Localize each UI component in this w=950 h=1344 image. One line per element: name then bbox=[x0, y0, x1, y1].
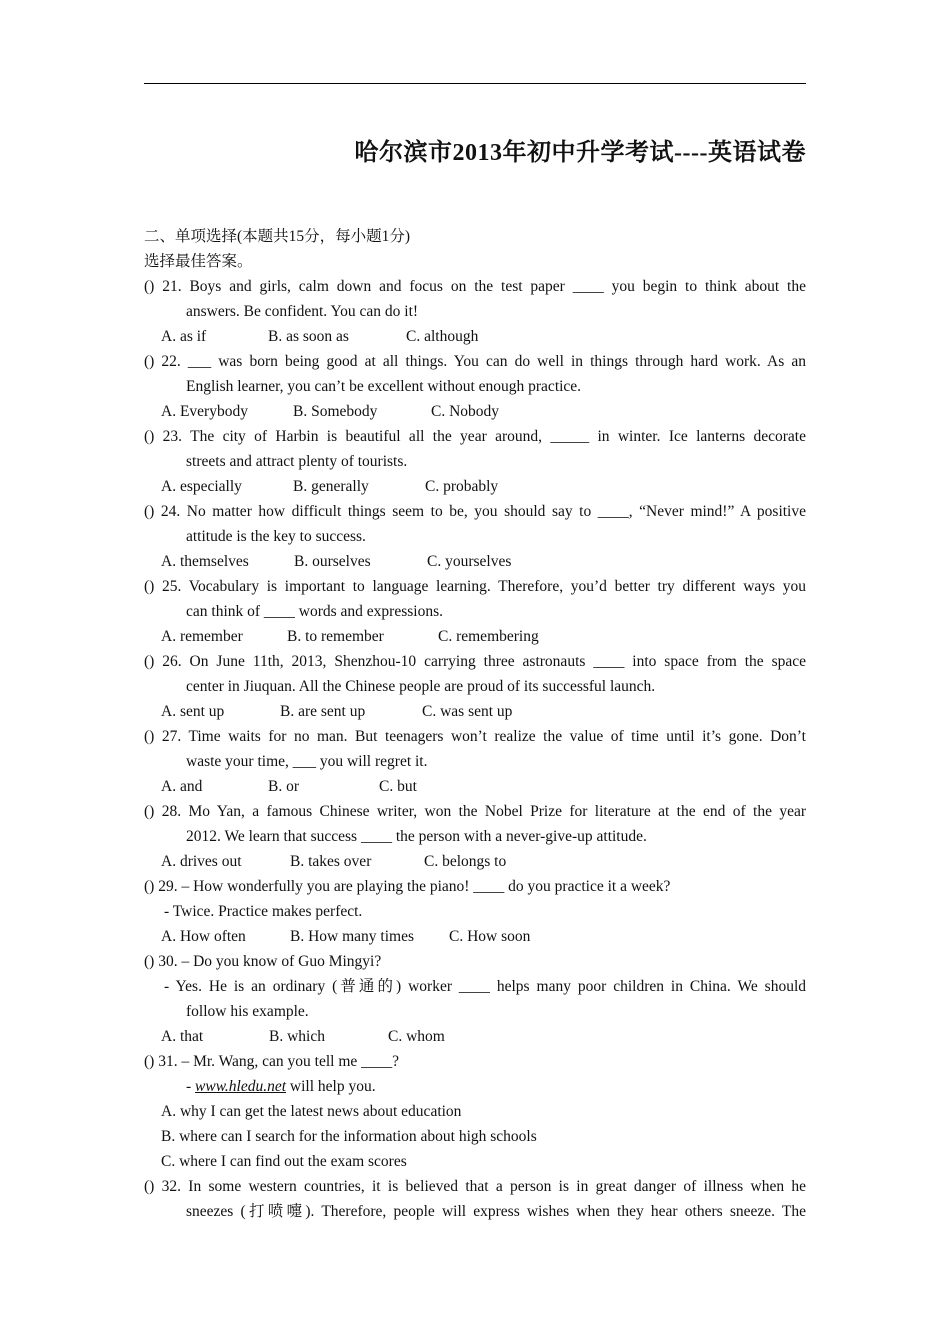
question-text-continued: center in Jiuquan. All the Chinese people are proud of its successful launch. bbox=[186, 678, 656, 695]
options-row bbox=[144, 474, 806, 499]
dialogue-reply bbox=[144, 1074, 806, 1099]
option-b[interactable]: B. generally bbox=[293, 478, 369, 495]
option-b[interactable]: B. or bbox=[268, 778, 299, 795]
option-a[interactable]: A. How often bbox=[161, 928, 246, 945]
options-row bbox=[144, 399, 806, 424]
question-text: () 25. Vocabulary is important to language learning. Therefore, you’d better try different ways you bbox=[144, 578, 806, 595]
question-text-continued: streets and attract plenty of tourists. bbox=[186, 453, 408, 470]
option-c[interactable]: C. How soon bbox=[449, 928, 531, 945]
question-29 bbox=[144, 874, 806, 949]
options-row bbox=[144, 699, 806, 724]
option-c[interactable]: C. belongs to bbox=[424, 853, 507, 870]
question-text-continued: sneezes (打喷嚏). Therefore, people will express wishes when they hear others sneeze. The bbox=[186, 1203, 806, 1220]
option-c[interactable]: C. remembering bbox=[438, 628, 539, 645]
options-row bbox=[144, 549, 806, 574]
question-23 bbox=[144, 424, 806, 499]
question-text-continued: answers. Be confident. You can do it! bbox=[186, 303, 419, 320]
question-22 bbox=[144, 349, 806, 424]
option-b[interactable]: B. as soon as bbox=[268, 328, 349, 345]
option-a[interactable]: A. and bbox=[161, 778, 203, 795]
options-row bbox=[144, 624, 806, 649]
question-28 bbox=[144, 799, 806, 874]
option-b[interactable]: B. ourselves bbox=[294, 553, 371, 570]
option-b[interactable]: B. which bbox=[269, 1028, 325, 1045]
question-text-continued: attitude is the key to success. bbox=[186, 528, 366, 545]
question-32 bbox=[144, 1174, 806, 1224]
option-a[interactable]: A. themselves bbox=[161, 553, 249, 570]
question-text: () 32. In some western countries, it is believed that a person is in great danger of illness when he bbox=[144, 1178, 806, 1195]
option-b[interactable]: B. to remember bbox=[287, 628, 384, 645]
question-25 bbox=[144, 574, 806, 649]
option-c[interactable]: C. but bbox=[379, 778, 417, 795]
question-text: () 27. Time waits for no man. But teenagers won’t realize the value of time until it’s gone. Don’t bbox=[144, 728, 806, 745]
question-24 bbox=[144, 499, 806, 574]
reply-prefix: - bbox=[186, 1078, 196, 1095]
option-a[interactable]: A. why I can get the latest news about education bbox=[161, 1103, 462, 1120]
question-text-continued: 2012. We learn that success ____ the person with a never-give-up attitude. bbox=[186, 828, 647, 845]
question-text: () 23. The city of Harbin is beautiful all the year around, _____ in winter. Ice lanterns decorate bbox=[144, 428, 806, 445]
option-b[interactable]: B. are sent up bbox=[280, 703, 366, 720]
option-c[interactable]: C. probably bbox=[425, 478, 499, 495]
options-row bbox=[144, 924, 806, 949]
question-text-continued: can think of ____ words and expressions. bbox=[186, 603, 443, 620]
option-a[interactable]: A. remember bbox=[161, 628, 243, 645]
option-b[interactable]: B. where can I search for the information about high schools bbox=[161, 1128, 537, 1145]
option-a[interactable]: A. drives out bbox=[161, 853, 242, 870]
section-instruction: 选择最佳答案。 bbox=[144, 253, 253, 270]
dialogue-reply: - Yes. He is an ordinary (普通的) worker ____ helps many poor children in China. We should bbox=[164, 978, 806, 995]
option-c[interactable]: C. yourselves bbox=[427, 553, 512, 570]
option-a[interactable]: A. as if bbox=[161, 328, 207, 345]
option-b[interactable]: B. Somebody bbox=[293, 403, 378, 420]
options-row bbox=[144, 324, 806, 349]
options-row bbox=[144, 849, 806, 874]
options-row bbox=[144, 1024, 806, 1049]
page-title: 哈尔滨市2013年初中升学考试----英语试卷 bbox=[354, 140, 806, 166]
question-text: () 21. Boys and girls, calm down and focus on the test paper ____ you begin to think about the bbox=[144, 278, 806, 295]
question-26 bbox=[144, 649, 806, 724]
dialogue-reply: - Twice. Practice makes perfect. bbox=[164, 903, 363, 920]
question-text: () 31. – Mr. Wang, can you tell me ____? bbox=[144, 1053, 400, 1070]
option-a[interactable]: A. Everybody bbox=[161, 403, 248, 420]
question-text: () 30. – Do you know of Guo Mingyi? bbox=[144, 953, 382, 970]
reply-suffix: will help you. bbox=[286, 1078, 376, 1095]
option-c[interactable]: C. where I can find out the exam scores bbox=[161, 1153, 407, 1170]
question-text: () 24. No matter how difficult things seem to be, you should say to ____, “Never mind!” A positive bbox=[144, 503, 806, 520]
website-link[interactable]: www.hledu.net bbox=[195, 1078, 287, 1095]
option-a[interactable]: A. especially bbox=[161, 478, 242, 495]
dialogue-reply-continued: follow his example. bbox=[186, 1003, 309, 1020]
options-row bbox=[144, 774, 806, 799]
question-list bbox=[144, 274, 806, 874]
section-heading: 二、单项选择(本题共15分，每小题1分) bbox=[144, 228, 411, 245]
option-a[interactable]: A. sent up bbox=[161, 703, 225, 720]
question-text-continued: waste your time, ___ you will regret it. bbox=[186, 753, 428, 770]
option-a[interactable]: A. that bbox=[161, 1028, 204, 1045]
question-31 bbox=[144, 1049, 806, 1174]
question-21 bbox=[144, 274, 806, 349]
exam-content bbox=[144, 224, 806, 1224]
option-c[interactable]: C. whom bbox=[388, 1028, 445, 1045]
option-b[interactable]: B. takes over bbox=[290, 853, 372, 870]
question-30 bbox=[144, 949, 806, 1049]
question-text: () 26. On June 11th, 2013, Shenzhou-10 carrying three astronauts ____ into space from the space bbox=[144, 653, 806, 670]
option-c[interactable]: C. Nobody bbox=[431, 403, 500, 420]
option-c[interactable]: C. although bbox=[406, 328, 479, 345]
question-text: () 22. ___ was born being good at all things. You can do well in things through hard work. As an bbox=[144, 353, 806, 370]
question-text-continued: English learner, you can’t be excellent without enough practice. bbox=[186, 378, 582, 395]
question-text: () 28. Mo Yan, a famous Chinese writer, won the Nobel Prize for literature at the end of the year bbox=[144, 803, 806, 820]
header-rule bbox=[144, 83, 806, 84]
question-text: () 29. – How wonderfully you are playing the piano! ____ do you practice it a week? bbox=[144, 878, 671, 895]
option-c[interactable]: C. was sent up bbox=[422, 703, 513, 720]
question-27 bbox=[144, 724, 806, 799]
option-b[interactable]: B. How many times bbox=[290, 928, 414, 945]
